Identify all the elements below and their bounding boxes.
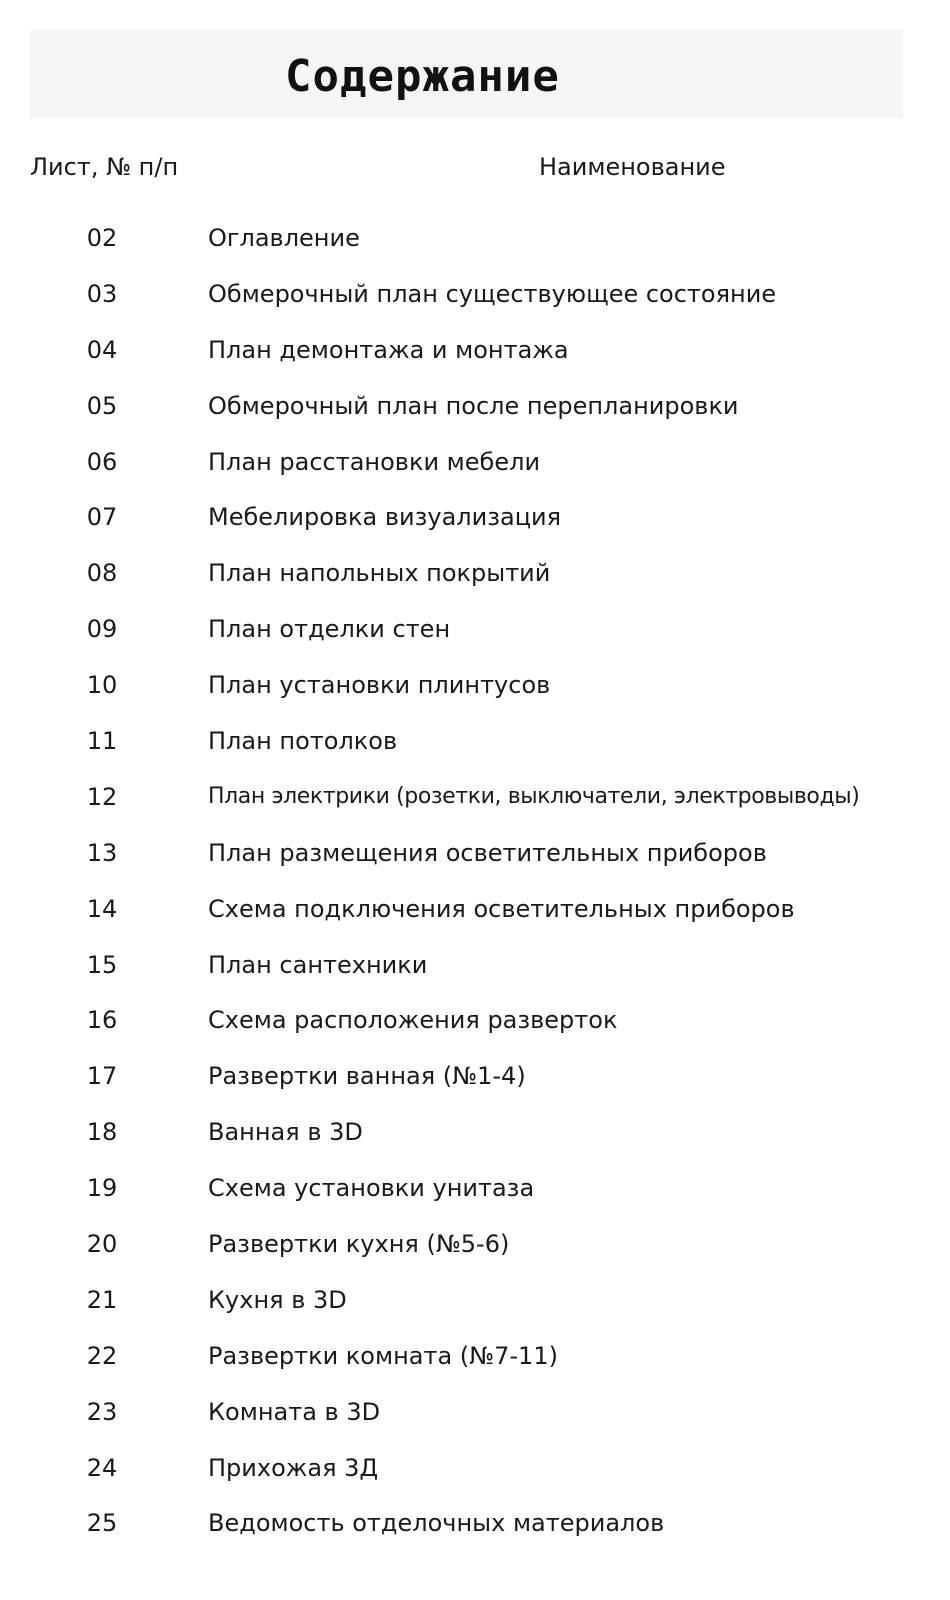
list-item <box>0 1114 950 1170</box>
sheet-number: 10 <box>86 671 118 700</box>
sheet-name: План электрики (розетки, выключатели, электровыводы) <box>208 783 860 809</box>
sheet-number: 16 <box>86 1006 118 1035</box>
list-item <box>0 1058 950 1114</box>
sheet-name: Ванная в 3D <box>208 1118 363 1147</box>
sheet-number: 15 <box>86 950 118 979</box>
sheet-number: 09 <box>86 615 118 644</box>
sheet-name: План потолков <box>208 727 398 756</box>
sheet-name: Обмерочный план после перепланировки <box>208 391 739 420</box>
sheet-number: 13 <box>86 838 118 867</box>
list-item <box>0 1170 950 1226</box>
sheet-number: 23 <box>86 1397 118 1426</box>
sheet-name: План размещения осветительных приборов <box>208 838 767 867</box>
sheet-name: План расстановки мебели <box>208 447 541 476</box>
list-item <box>0 779 950 835</box>
sheet-name: План напольных покрытий <box>208 559 551 588</box>
sheet-number: 06 <box>86 447 118 476</box>
sheet-number: 02 <box>86 224 118 252</box>
sheet-name: Схема подключения осветительных приборов <box>208 894 795 923</box>
sheet-name: Развертки ванная (№1-4) <box>208 1062 526 1091</box>
column-header-name: Наименование <box>539 153 726 181</box>
list-item <box>0 1450 950 1506</box>
sheet-number: 05 <box>86 391 118 420</box>
list-item <box>0 1394 950 1450</box>
sheet-number: 08 <box>86 559 118 588</box>
sheet-number: 14 <box>86 894 118 923</box>
column-header-sheet-number: Лист, № п/п <box>30 153 179 181</box>
title-band <box>30 30 903 118</box>
sheet-name: Оглавление <box>208 224 360 252</box>
sheet-number: 04 <box>86 335 118 364</box>
sheet-number: 18 <box>86 1118 118 1147</box>
list-item <box>0 1002 950 1058</box>
sheet-number: 20 <box>86 1230 118 1259</box>
sheet-name: Мебелировка визуализация <box>208 503 562 532</box>
list-item <box>0 388 950 444</box>
list-item <box>0 220 950 276</box>
sheet-name: Схема расположения разверток <box>208 1006 618 1035</box>
table-of-contents <box>0 220 950 1561</box>
list-item <box>0 667 950 723</box>
sheet-name: План отделки стен <box>208 615 451 644</box>
list-item <box>0 891 950 947</box>
list-item <box>0 1338 950 1394</box>
list-item <box>0 611 950 667</box>
sheet-name: План установки плинтусов <box>208 671 551 700</box>
sheet-number: 19 <box>86 1174 118 1203</box>
list-item <box>0 332 950 388</box>
sheet-number: 07 <box>86 503 118 532</box>
sheet-name: Кухня в 3D <box>208 1285 347 1314</box>
list-item <box>0 835 950 891</box>
sheet-number: 25 <box>86 1509 118 1538</box>
sheet-name: План сантехники <box>208 950 428 979</box>
sheet-number: 03 <box>86 279 118 308</box>
list-item <box>0 1226 950 1282</box>
sheet-name: Обмерочный план существующее состояние <box>208 279 777 308</box>
list-item <box>0 723 950 779</box>
sheet-number: 24 <box>86 1453 118 1482</box>
list-item <box>0 947 950 1003</box>
list-item <box>0 1282 950 1338</box>
list-item <box>0 1505 950 1561</box>
sheet-number: 11 <box>86 727 118 756</box>
sheet-name: План демонтажа и монтажа <box>208 335 569 364</box>
list-item <box>0 444 950 500</box>
list-item <box>0 499 950 555</box>
sheet-number: 17 <box>86 1062 118 1091</box>
sheet-number: 21 <box>86 1285 118 1314</box>
list-item <box>0 276 950 332</box>
list-item <box>0 555 950 611</box>
page-title: Содержание <box>285 51 560 102</box>
sheet-number: 12 <box>86 782 118 811</box>
sheet-name: Комната в 3D <box>208 1397 381 1426</box>
sheet-name: Развертки комната (№7-11) <box>208 1341 558 1370</box>
sheet-name: Прихожая 3Д <box>208 1453 379 1482</box>
sheet-number: 22 <box>86 1341 118 1370</box>
sheet-name: Развертки кухня (№5-6) <box>208 1230 510 1259</box>
sheet-name: Схема установки унитаза <box>208 1174 535 1203</box>
sheet-name: Ведомость отделочных материалов <box>208 1509 665 1538</box>
